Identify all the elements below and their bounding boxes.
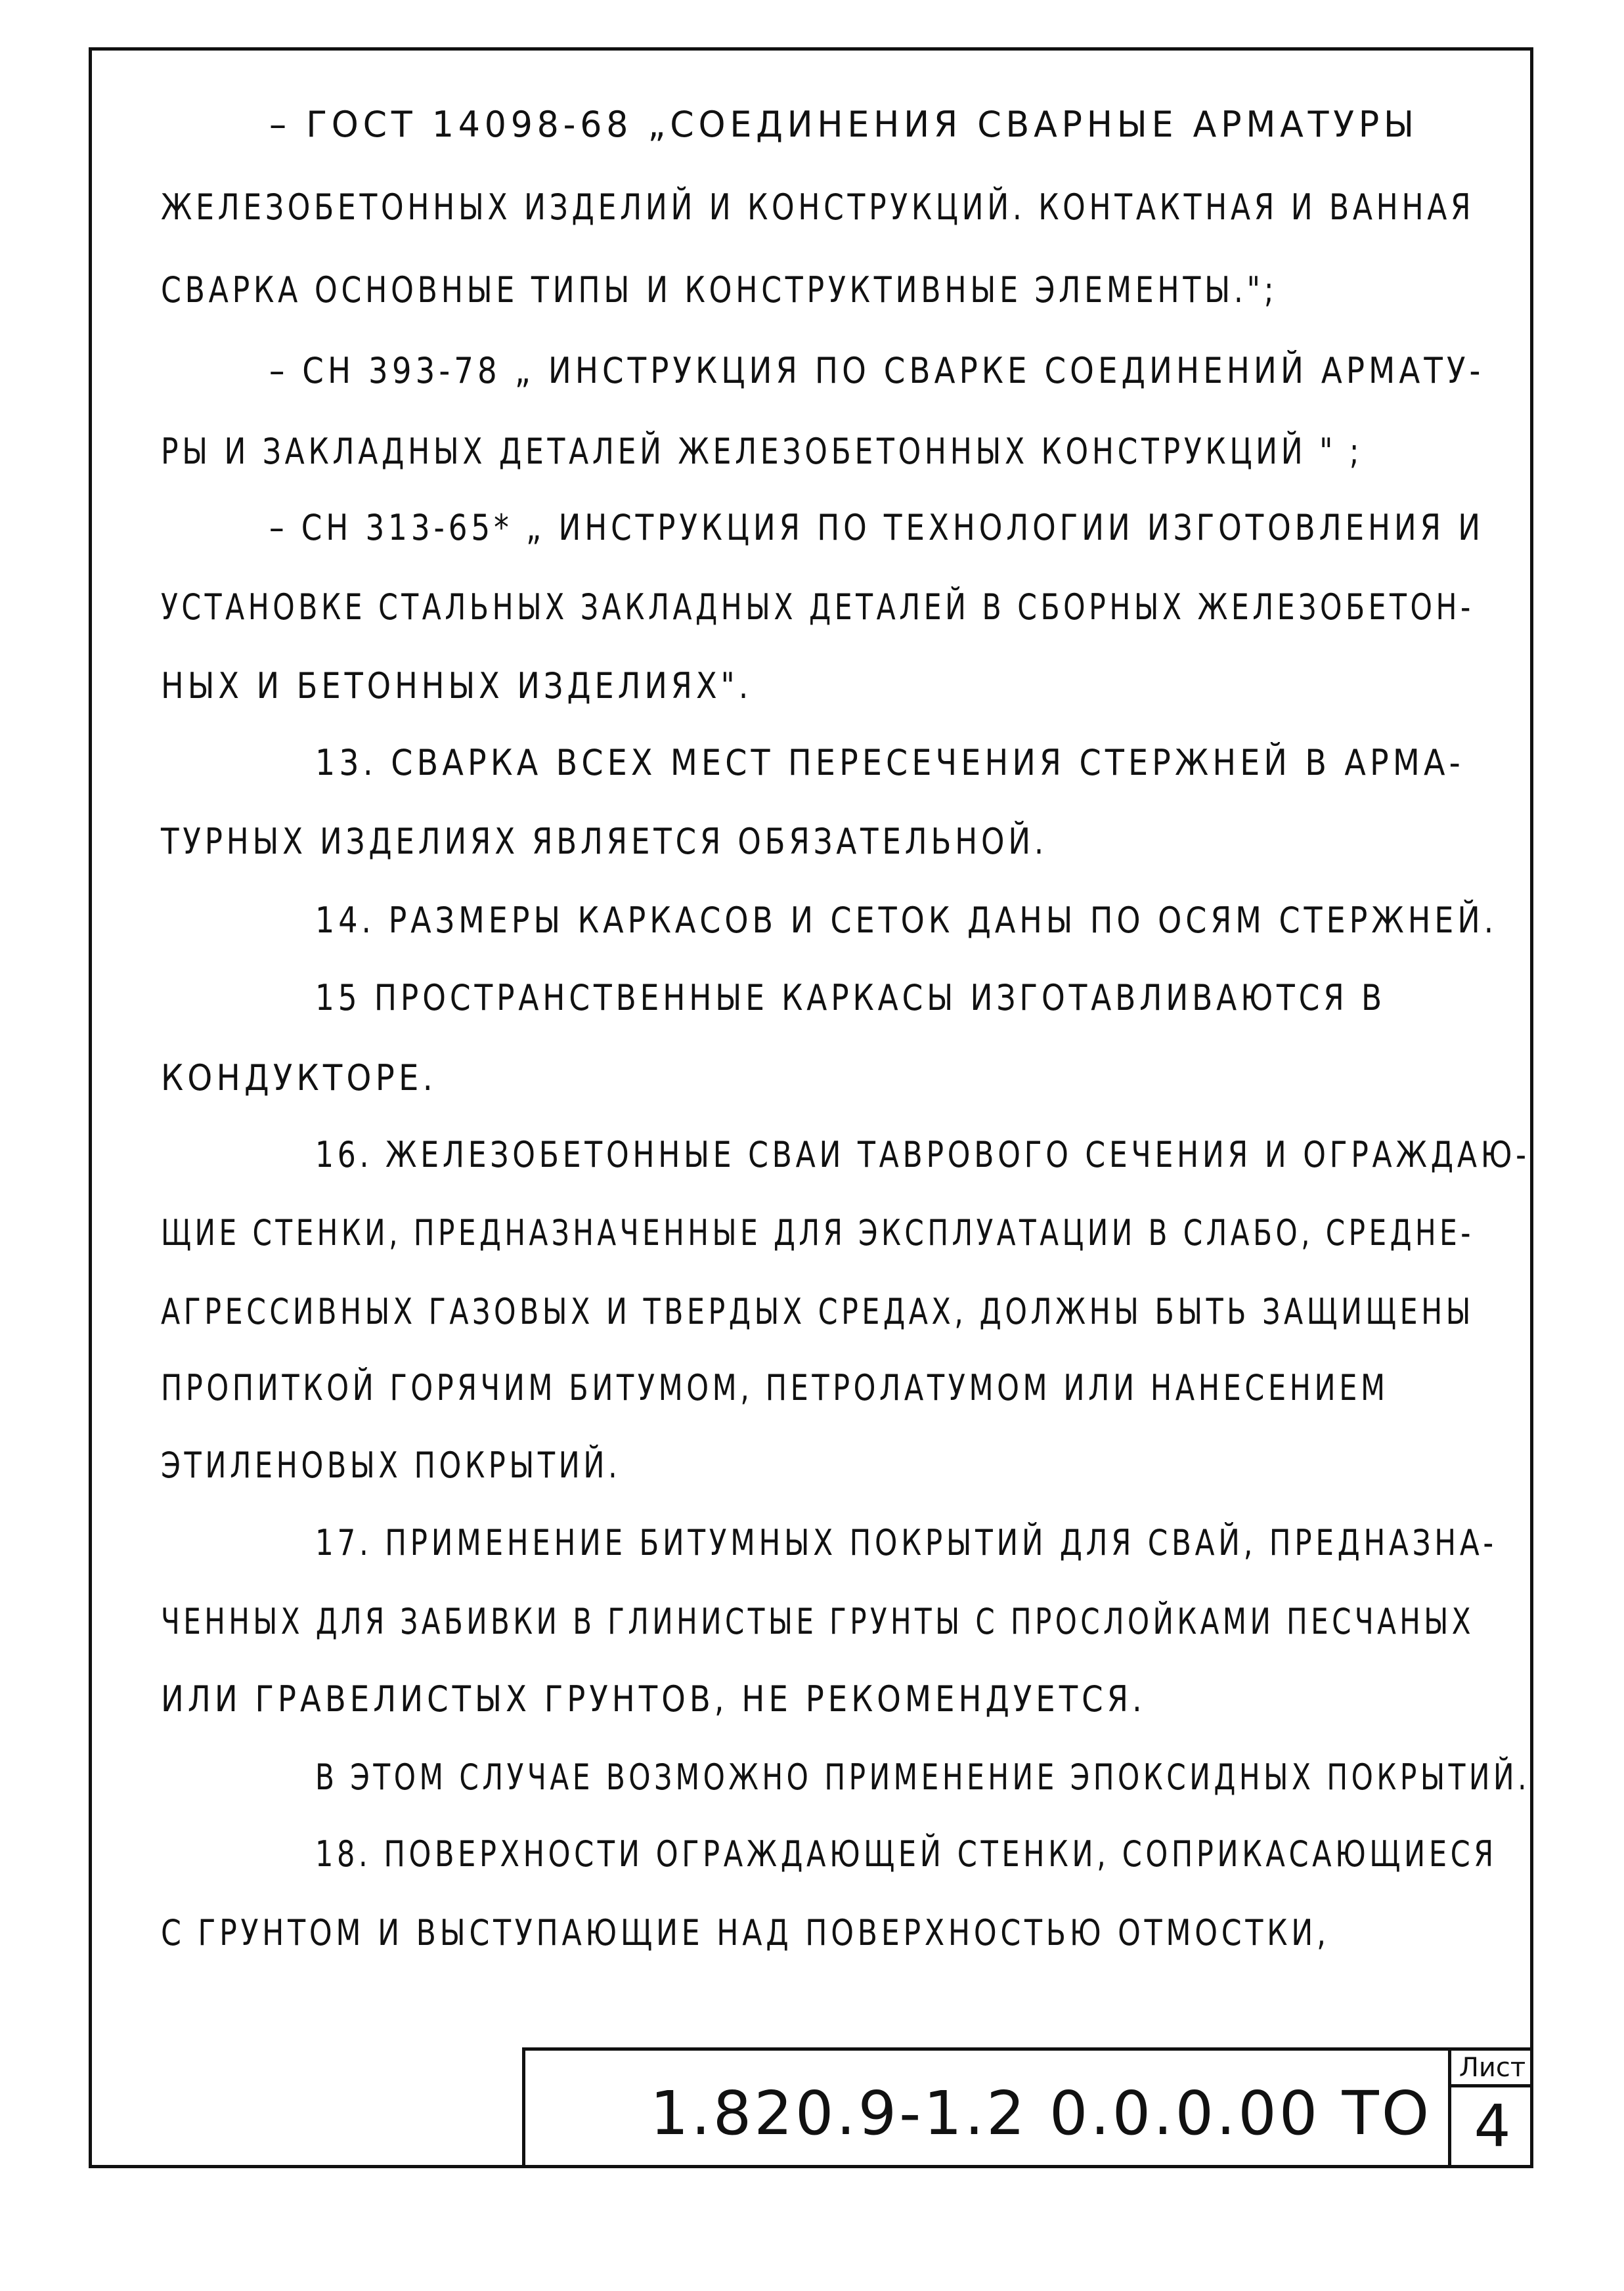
text-line-4: – СН 393-78 „ ИНСТРУКЦИЯ ПО СВАРКЕ СОЕДИНЕНИЙ АРМАТУ- <box>269 350 1485 391</box>
text-line-5: РЫ И ЗАКЛАДНЫХ ДЕТАЛЕЙ ЖЕЛЕЗОБЕТОННЫХ КОНСТРУКЦИЙ " ; <box>161 431 1363 472</box>
text-line-16: АГРЕССИВНЫХ ГАЗОВЫХ И ТВЕРДЫХ СРЕДАХ, ДОЛЖНЫ БЫТЬ ЗАЩИЩЕНЫ <box>161 1291 1474 1332</box>
title-block <box>522 2047 1533 2168</box>
text-line-14: 16. ЖЕЛЕЗОБЕТОННЫЕ СВАИ ТАВРОВОГО СЕЧЕНИЯ И ОГРАЖДАЮ- <box>315 1134 1530 1175</box>
text-line-22: В ЭТОМ СЛУЧАЕ ВОЗМОЖНО ПРИМЕНЕНИЕ ЭПОКСИДНЫХ ПОКРЫТИЙ. <box>315 1756 1531 1798</box>
text-line-21: ИЛИ ГРАВЕЛИСТЫХ ГРУНТОВ, НЕ РЕКОМЕНДУЕТСЯ. <box>161 1678 1146 1720</box>
text-line-20: ЧЕННЫХ ДЛЯ ЗАБИВКИ В ГЛИНИСТЫЕ ГРУНТЫ С ПРОСЛОЙКАМИ ПЕСЧАНЫХ <box>161 1601 1474 1642</box>
sheet-box <box>1448 2051 1533 2168</box>
text-line-12: 15 ПРОСТРАНСТВЕННЫЕ КАРКАСЫ ИЗГОТАВЛИВАЮТСЯ В <box>315 977 1386 1018</box>
text-line-11: 14. РАЗМЕРЫ КАРКАСОВ И СЕТОК ДАНЫ ПО ОСЯМ СТЕРЖНЕЙ. <box>315 900 1498 941</box>
text-line-19: 17. ПРИМЕНЕНИЕ БИТУМНЫХ ПОКРЫТИЙ ДЛЯ СВАЙ, ПРЕДНАЗНА- <box>315 1522 1497 1563</box>
text-line-9: 13. СВАРКА ВСЕХ МЕСТ ПЕРЕСЕЧЕНИЯ СТЕРЖНЕЙ В АРМА- <box>315 742 1464 783</box>
text-line-6: – СН 313-65* „ ИНСТРУКЦИЯ ПО ТЕХНОЛОГИИ ИЗГОТОВЛЕНИЯ И <box>269 507 1484 548</box>
text-line-8: НЫХ И БЕТОННЫХ ИЗДЕЛИЯХ". <box>161 665 753 707</box>
text-line-17: ПРОПИТКОЙ ГОРЯЧИМ БИТУМОМ, ПЕТРОЛАТУМОМ ИЛИ НАНЕСЕНИЕМ <box>161 1367 1389 1408</box>
text-line-13: КОНДУКТОРЕ. <box>161 1057 437 1099</box>
text-line-24: С ГРУНТОМ И ВЫСТУПАЮЩИЕ НАД ПОВЕРХНОСТЬЮ ОТМОСТКИ, <box>161 1912 1330 1953</box>
document-code: 1.820.9-1.2 0.0.0.00 ТО <box>650 2078 1432 2149</box>
sheet-number: 4 <box>1474 2092 1511 2160</box>
text-line-1: – ГОСТ 14098-68 „СОЕДИНЕНИЯ СВАРНЫЕ АРМАТУРЫ <box>269 104 1418 145</box>
sheet-label: Лист <box>1451 2051 1533 2087</box>
text-line-18: ЭТИЛЕНОВЫХ ПОКРЫТИЙ. <box>161 1445 621 1486</box>
text-line-10: ТУРНЫХ ИЗДЕЛИЯХ ЯВЛЯЕТСЯ ОБЯЗАТЕЛЬНОЙ. <box>161 821 1048 862</box>
text-line-2: ЖЕЛЕЗОБЕТОННЫХ ИЗДЕЛИЙ И КОНСТРУКЦИЙ. КОНТАКТНАЯ И ВАННАЯ <box>161 186 1475 228</box>
text-line-3: СВАРКА ОСНОВНЫЕ ТИПЫ И КОНСТРУКТИВНЫЕ ЭЛЕМЕНТЫ."; <box>161 269 1278 311</box>
text-line-7: УСТАНОВКЕ СТАЛЬНЫХ ЗАКЛАДНЫХ ДЕТАЛЕЙ В СБОРНЫХ ЖЕЛЕЗОБЕТОН- <box>161 586 1474 628</box>
text-line-23: 18. ПОВЕРХНОСТИ ОГРАЖДАЮЩЕЙ СТЕНКИ, СОПРИКАСАЮЩИЕСЯ <box>315 1833 1497 1875</box>
text-line-15: ЩИЕ СТЕНКИ, ПРЕДНАЗНАЧЕННЫЕ ДЛЯ ЭКСПЛУАТАЦИИ В СЛАБО, СРЕДНЕ- <box>161 1212 1474 1254</box>
